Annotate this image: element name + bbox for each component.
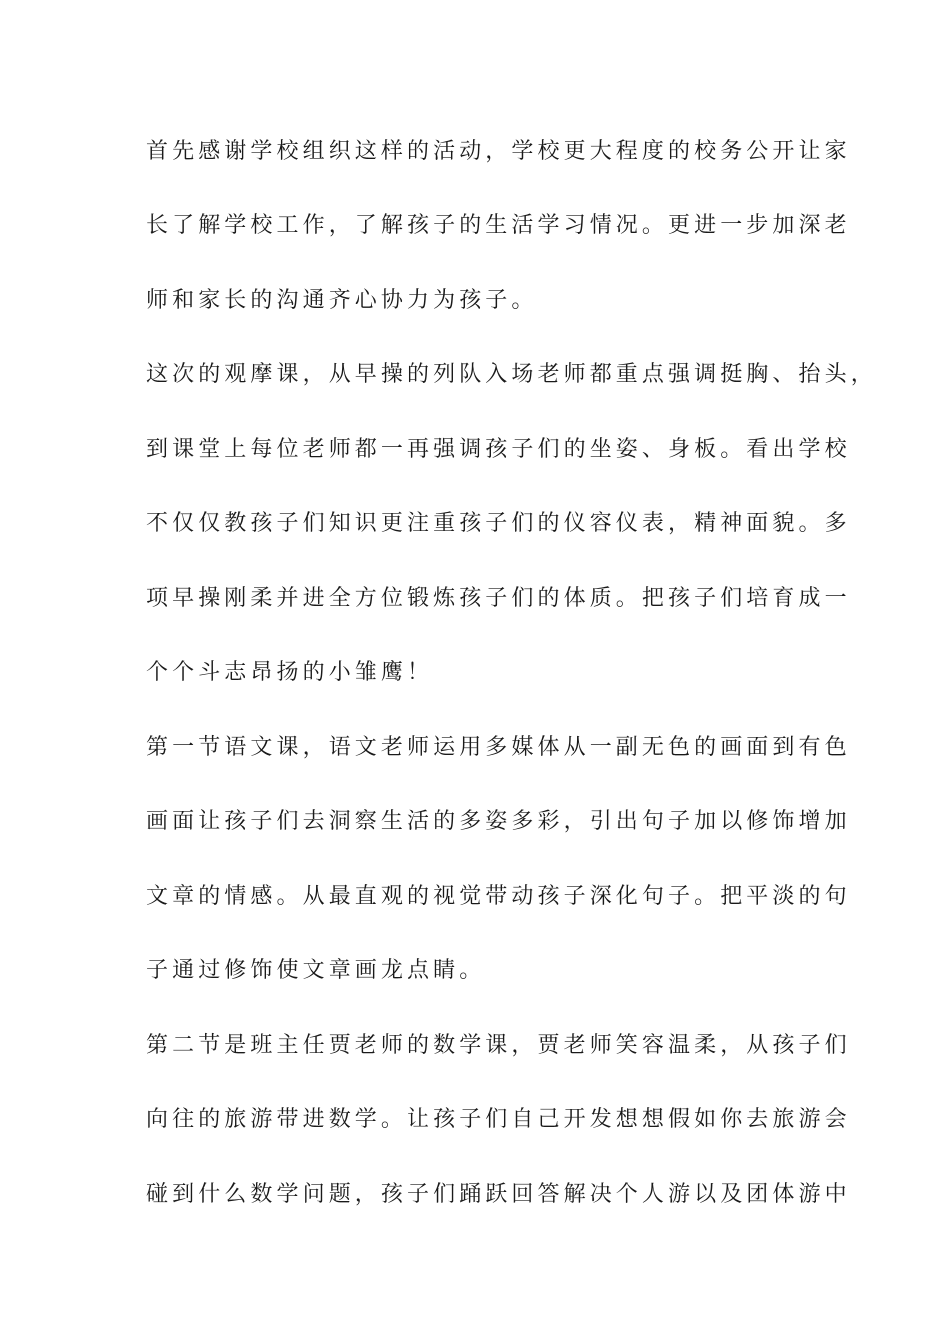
text-line: 向往的旅游带进数学。让孩子们自己开发想想假如你去旅游会 — [146, 1107, 851, 1132]
text-line: 这次的观摩课，从早操的列队入场老师都重点强调挺胸、抬头， — [146, 362, 877, 387]
text-line: 项早操刚柔并进全方位锻炼孩子们的体质。把孩子们培育成一 — [146, 586, 851, 611]
text-line: 第一节语文课，语文老师运用多媒体从一副无色的画面到有色 — [146, 735, 851, 760]
text-line: 首先感谢学校组织这样的活动，学校更大程度的校务公开让家 — [146, 139, 851, 164]
text-line: 第二节是班主任贾老师的数学课，贾老师笑容温柔，从孩子们 — [146, 1033, 851, 1058]
text-line: 到课堂上每位老师都一再强调孩子们的坐姿、身板。看出学校 — [146, 437, 851, 462]
text-line: 长了解学校工作，了解孩子的生活学习情况。更进一步加深老 — [146, 213, 851, 238]
text-line: 师和家长的沟通齐心协力为孩子。 — [146, 288, 538, 313]
text-line: 碰到什么数学问题，孩子们踊跃回答解决个人游以及团体游中 — [146, 1182, 851, 1207]
text-line: 子通过修饰使文章画龙点睛。 — [146, 958, 486, 983]
text-line: 不仅仅教孩子们知识更注重孩子们的仪容仪表，精神面貌。多 — [146, 511, 851, 536]
text-line: 文章的情感。从最直观的视觉带动孩子深化句子。把平淡的句 — [146, 884, 851, 909]
text-line: 个个斗志昂扬的小雏鹰！ — [146, 660, 434, 685]
text-line: 画面让孩子们去洞察生活的多姿多彩，引出句子加以修饰增加 — [146, 809, 851, 834]
